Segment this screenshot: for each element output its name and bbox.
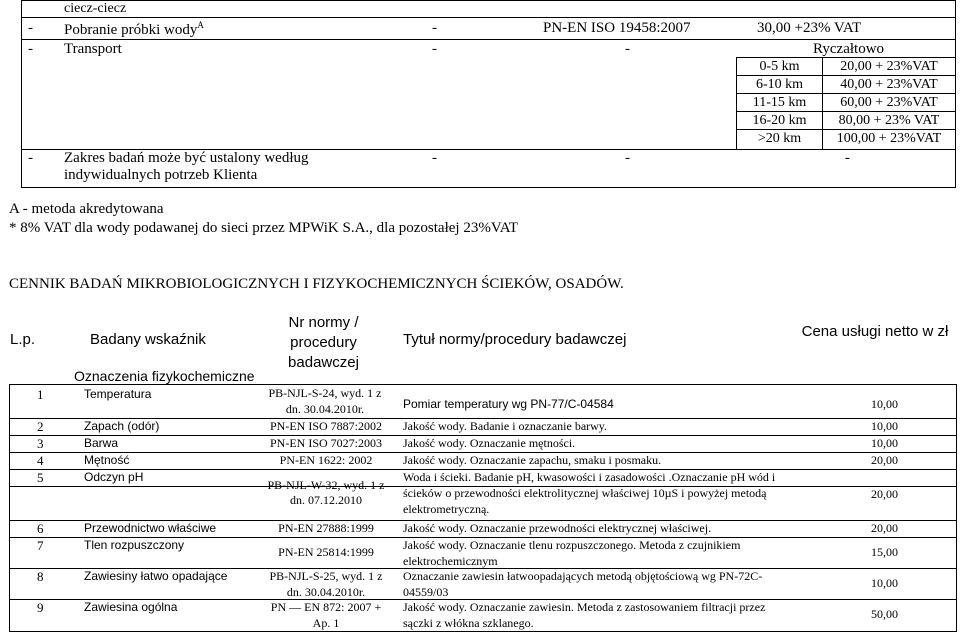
row-lp: 1 [37,387,44,402]
row-price: 20,00 [871,521,898,535]
row-indicator: Barwa [84,436,119,450]
transport-range: 0-5 km [759,59,800,74]
scope-dash: - [625,150,630,166]
row-lp: 5 [37,470,44,485]
row-indicator: Tlen rozpuszczony [84,538,185,552]
row-norm: PN — EN 872: 2007 + Ap. 1 [270,600,382,630]
row-price: 20,00 [871,453,898,467]
scope-label: Zakres badań może być ustalony według indywidualnych potrzeb Klienta [64,150,309,183]
row-dash: - [28,41,33,57]
row-price: 10,00 [871,397,898,411]
transport-range-price: 40,00 + 23%VAT [840,77,938,92]
header-title: Tytuł normy/procedury badawczej [403,331,627,348]
note-vat: * 8% VAT dla wody podawanej do sieci przez MPWiK S.A., dla pozostałej 23%VAT [9,220,519,236]
header-norm: Nr normy / procedury badawczej [288,314,359,371]
row-price: 15,00 [871,545,898,559]
row-title: Pomiar temperatury wg PN-77/C-04584 [403,397,614,411]
transport-range: 6-10 km [755,77,804,92]
sampling-dash: - [432,20,437,36]
header-indicator: Badany wskaźnik [90,331,206,348]
scope-dash: - [845,150,850,166]
row-title: Jakość wody. Oznaczanie przewodności elektrycznej właściwej. [403,521,712,535]
row-title: Jakość wody. Oznaczanie zapachu, smaku i posmaku. [403,453,662,467]
top-header-row: ciecz-ciecz [64,1,127,16]
row-lp: 8 [37,569,44,584]
row-norm: PN-EN 27888:1999 [278,521,374,535]
transport-range: 16-20 km [752,113,807,128]
transport-range-price: 80,00 + 23% VAT [838,113,940,128]
transport-label: Transport [64,41,122,57]
row-indicator: Odczyn pH [84,470,144,484]
transport-range: >20 km [757,131,802,146]
row-lp: 3 [37,436,44,451]
sampling-price: 30,00 +23% VAT [757,20,862,36]
row-norm: PN-EN ISO 7027:2003 [269,436,382,450]
transport-range-price: 20,00 + 23%VAT [840,59,938,74]
row-norm: PN-EN ISO 7887:2002 [269,419,382,433]
row-lp: 4 [37,453,44,468]
group-label: Oznaczenia fizykochemiczne [74,368,255,384]
row-lp: 9 [37,600,44,615]
row-title: Jakość wody. Oznaczanie tlenu rozpuszczonego. Metoda z czujnikiem elektrochemicznym [403,538,741,568]
row-lp: 7 [37,538,44,553]
transport-dash: - [625,41,630,57]
row-price: 50,00 [871,607,898,621]
header-lp: L.p. [10,331,36,348]
row-norm: PB-NJL-S-24, wyd. 1 z dn. 30.04.2010r. [268,386,382,416]
row-indicator: Zawiesina ogólna [84,600,178,614]
row-lp: 2 [37,419,44,434]
row-title: Woda i ścieki. Badanie pH, kwasowości i zasadowości .Oznaczanie pH wód i ścieków o przewodności elektrolitycznej właściwej 10µS i powyżej metodą elektrometryczną. [403,470,776,516]
row-norm: PN-EN 25814:1999 [278,545,374,559]
row-title: Jakość wody. Oznaczanie zawiesin. Metoda z zastosowaniem filtracji przez sączki z włókna szklanego. [403,600,766,630]
transport-range: 11-15 km [752,95,807,110]
row-indicator: Zapach (odór) [84,419,160,433]
row-norm: PB-NJL-S-25, wyd. 1 z dn. 30.04.2010r. [269,569,383,599]
row-price: 10,00 [871,436,898,450]
section-title: CENNIK BADAŃ MIKROBIOLOGICZNYCH I FIZYKOCHEMICZNYCH ŚCIEKÓW, OSADÓW. [9,276,624,292]
row-indicator: Mętność [84,453,130,467]
row-indicator: Przewodnictwo właściwe [84,521,217,535]
header-price: Cena usługi netto w zł [801,323,949,340]
transport-price-label: Ryczałtowo [813,41,885,57]
row-indicator: Temperatura [84,387,152,401]
scope-dash: - [432,150,437,166]
transport-range-price: 100,00 + 23%VAT [836,131,942,146]
row-indicator: Zawiesiny łatwo opadające [84,569,228,583]
note-accredited: A - metoda akredytowana [9,201,164,217]
row-title: Jakość wody. Badanie i oznaczanie barwy. [403,419,608,433]
row-price: 10,00 [871,576,898,590]
row-norm: PB-NJL-W-32, wyd. 1 z dn. 07.12.2010 [267,478,385,507]
sampling-norm: PN-EN ISO 19458:2007 [543,20,691,36]
sampling-label: Pobranie próbki wody$^A$ [64,20,204,38]
row-price: 20,00 [871,487,898,501]
row-title: Oznaczanie zawiesin łatwoopadających metodą objętościową wg PN-72C-04559/03 [403,569,763,599]
row-norm: PN-EN 1622: 2002 [279,453,373,467]
transport-dash: - [432,41,437,57]
row-dash: - [28,150,33,166]
row-title: Jakość wody. Oznaczanie mętności. [403,436,576,450]
transport-range-price: 60,00 + 23%VAT [840,95,938,110]
row-lp: 6 [37,521,44,536]
row-price: 10,00 [871,419,898,433]
row-dash: - [28,20,33,36]
